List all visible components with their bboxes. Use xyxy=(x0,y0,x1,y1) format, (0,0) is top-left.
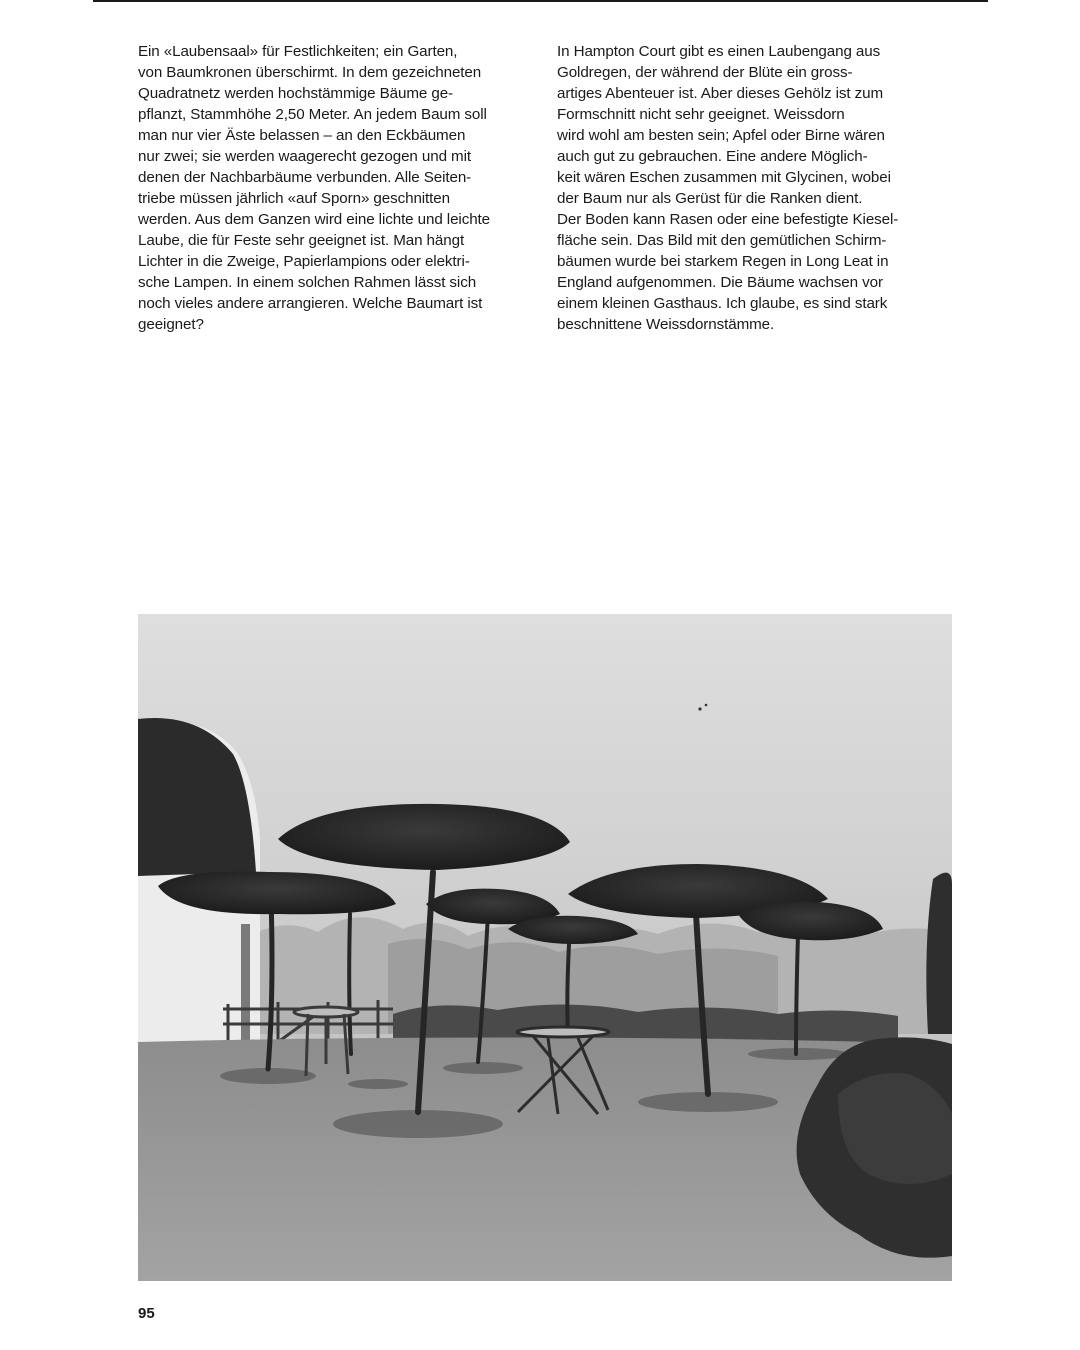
text-line: einem kleinen Gasthaus. Ich glaube, es sind stark xyxy=(557,295,888,312)
text-line: geeignet? xyxy=(138,316,204,333)
text-line: Der Boden kann Rasen oder eine befestigte Kiesel- xyxy=(557,211,899,228)
text-line: Quadratnetz werden hochstämmige Bäume ge- xyxy=(138,85,454,102)
text-line: von Baumkronen überschirmt. In dem gezeichneten xyxy=(138,64,482,81)
text-line: artiges Abenteuer ist. Aber dieses Gehölz ist zum xyxy=(557,85,884,102)
photo-illustration xyxy=(138,614,952,1281)
text-line: triebe müssen jährlich «auf Sporn» geschnitten xyxy=(138,190,450,207)
text-line: werden. Aus dem Ganzen wird eine lichte und leichte xyxy=(138,211,491,228)
door-frame xyxy=(241,924,250,1044)
photograph-umbrella-trees xyxy=(138,614,952,1281)
text-line: keit wären Eschen zusammen mit Glycinen, wobei xyxy=(557,169,891,186)
text-line: Ein «Laubensaal» für Festlichkeiten; ein Garten, xyxy=(138,43,458,60)
text-line: sche Lampen. In einem solchen Rahmen lässt sich xyxy=(138,274,477,291)
text-line: fläche sein. Das Bild mit den gemütlichen Schirm- xyxy=(557,232,887,249)
text-line: man nur vier Äste belassen – an den Eckbäumen xyxy=(138,127,466,144)
text-line: auch gut zu gebrauchen. Eine andere Möglich- xyxy=(557,148,868,165)
text-line: Formschnitt nicht sehr geeignet. Weissdorn xyxy=(557,106,845,123)
text-line: pflanzt, Stammhöhe 2,50 Meter. An jedem Baum soll xyxy=(138,106,487,123)
text-line: Lichter in die Zweige, Papierlampions oder elektri- xyxy=(138,253,470,270)
text-column-left xyxy=(138,41,538,335)
text-line: denen der Nachbarbäume verbunden. Alle Seiten- xyxy=(138,169,472,186)
text-line: Laube, die für Feste sehr geeignet ist. Man hängt xyxy=(138,232,465,249)
text-line: nur zwei; sie werden waagerecht gezogen und mit xyxy=(138,148,471,165)
text-line: beschnittene Weissdornstämme. xyxy=(557,316,775,333)
text-line: In Hampton Court gibt es einen Laubengang aus xyxy=(557,43,881,60)
text-line: bäumen wurde bei starkem Regen in Long Leat in xyxy=(557,253,889,270)
text-line: Goldregen, der während der Blüte ein gross- xyxy=(557,64,853,81)
text-line: wird wohl am besten sein; Apfel oder Birne wären xyxy=(557,127,885,144)
text-line: der Baum nur als Gerüst für die Ranken dient. xyxy=(557,190,863,207)
page-number: 95 xyxy=(138,1305,155,1322)
top-rule xyxy=(93,0,988,2)
text-column-right xyxy=(557,41,957,335)
text-line: England aufgenommen. Die Bäume wachsen vor xyxy=(557,274,883,291)
text-line: noch vieles andere arrangieren. Welche Baumart ist xyxy=(138,295,483,312)
